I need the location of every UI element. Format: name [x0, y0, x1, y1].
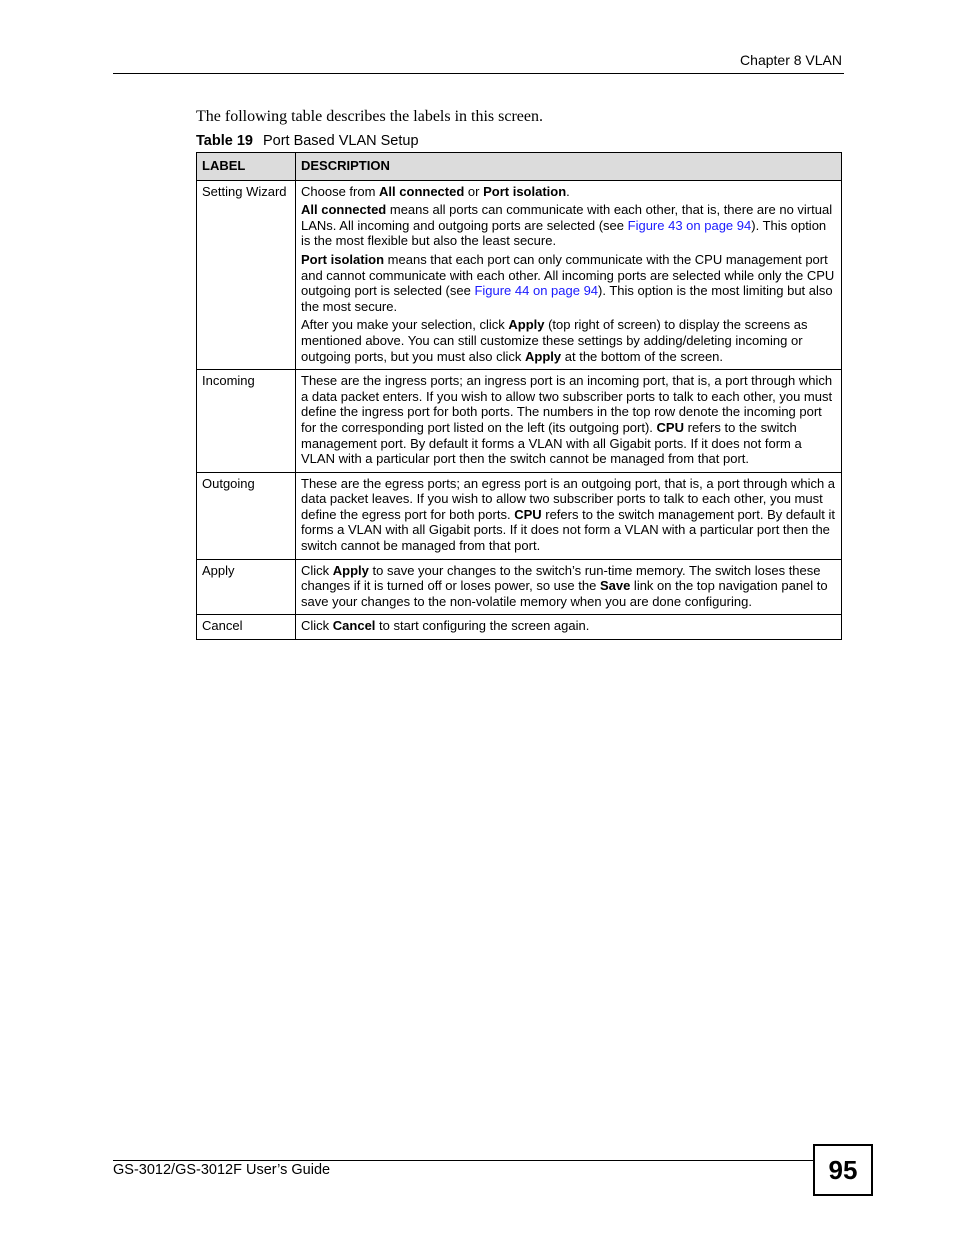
- table-row: [197, 370, 842, 473]
- text-run: at the bottom of the screen.: [561, 348, 724, 364]
- text-run: means that each port can only communicate with the CPU management port and cannot communicate with each other. All incoming ports are selected while only the CPU outgoing port is selected (see: [301, 251, 835, 299]
- table-number: Table 19: [196, 133, 253, 149]
- description-paragraph: [301, 184, 836, 200]
- row-description: [296, 559, 842, 615]
- row-label: Outgoing: [197, 472, 296, 559]
- header-label: LABEL: [197, 153, 296, 181]
- guide-title: GS-3012/GS-3012F User’s Guide: [113, 1162, 331, 1178]
- text-run: means all ports can communicate with each other, that is, there are no virtual LANs. All incoming and outgoing ports are selected (see: [301, 202, 833, 233]
- row-description: [296, 615, 842, 640]
- description-paragraph: [301, 618, 836, 634]
- bold-term: Port isolation: [301, 251, 385, 267]
- header-description: DESCRIPTION: [296, 153, 842, 181]
- intro-text: The following table describes the labels in this screen.: [196, 108, 544, 125]
- description-paragraph: [301, 317, 836, 364]
- text-run: These are the egress ports; an egress port is an outgoing port, that is, a port through which a data packet leaves. If you wish to allow two subscriber ports to talk to each other, you must define the egress port for both ports.: [301, 475, 836, 522]
- bold-term: All connected: [301, 202, 387, 218]
- label-description-table: [196, 152, 842, 640]
- cross-reference-link[interactable]: Figure 43 on page 94: [627, 217, 752, 233]
- row-label: Cancel: [197, 615, 296, 640]
- text-run: Click: [301, 562, 333, 578]
- text-run: link on the top navigation panel to save your changes to the non-volatile memory when you are done configuring.: [301, 578, 828, 609]
- header-divider: [113, 73, 844, 74]
- text-run: refers to the switch management port. By default it forms a VLAN with all Gigabit ports. If it does not form a VLAN with a particular port then the switch cannot be managed from that port.: [301, 419, 802, 467]
- table-row: [197, 180, 842, 370]
- table-title: Port Based VLAN Setup: [262, 133, 419, 149]
- bold-term: Apply: [508, 317, 545, 333]
- text-run: refers to the switch management port. By default it forms a VLAN with all Gigabit ports. If it does not form a VLAN with a particular port then the switch cannot be managed from that port.: [301, 506, 836, 554]
- text-run: These are the ingress ports; an ingress port is an incoming port, that is, a port through which a data packet enters. If you wish to allow two subscriber ports to talk to each other, you must define the ingress port for both ports. The numbers in the top row denote the incoming port for the corresponding port listed on the left (its outgoing port).: [301, 373, 833, 435]
- table-body: [197, 180, 842, 639]
- text-run: Click: [301, 618, 333, 634]
- bold-term: All connected: [379, 183, 465, 199]
- chapter-header: Chapter 8 VLAN: [740, 52, 842, 68]
- text-run: Choose from: [301, 183, 380, 199]
- row-label: Incoming: [197, 370, 296, 473]
- bold-term: CPU: [514, 506, 542, 522]
- footer-divider: [113, 1160, 813, 1161]
- bold-term: Save: [599, 578, 631, 594]
- cross-reference-link[interactable]: Figure 44 on page 94: [474, 283, 599, 299]
- description-paragraph: [301, 476, 836, 554]
- page-number: 95: [813, 1144, 873, 1196]
- description-paragraph: [301, 373, 836, 467]
- bold-term: CPU: [656, 419, 684, 435]
- description-paragraph: [301, 563, 836, 610]
- text-run: (top right of screen) to display the screens as mentioned above. You can still customize these settings by adding/deleting incoming or outgoing ports, but you must also click: [301, 317, 808, 364]
- row-description: [296, 370, 842, 473]
- text-run: to start configuring the screen again.: [375, 618, 590, 634]
- row-label: Apply: [197, 559, 296, 615]
- row-description: [296, 472, 842, 559]
- bold-term: Port isolation: [483, 183, 567, 199]
- table-row: [197, 472, 842, 559]
- text-run: or: [464, 183, 484, 199]
- table-header-row: [197, 153, 842, 181]
- description-paragraph: [301, 202, 836, 249]
- text-run: After you make your selection, click: [301, 317, 509, 333]
- row-label: Setting Wizard: [197, 180, 296, 370]
- bold-term: Apply: [525, 348, 562, 364]
- text-run: ). This option is the most limiting but also the most secure.: [301, 283, 833, 314]
- text-run: to save your changes to the switch’s run-time memory. The switch loses these changes if it is turned off or loses power, so use the: [301, 562, 821, 594]
- bold-term: Cancel: [332, 618, 376, 634]
- bold-term: Apply: [332, 562, 369, 578]
- table-caption: [196, 133, 419, 149]
- table-row: [197, 559, 842, 615]
- description-paragraph: [301, 252, 836, 314]
- text-run: ). This option is the most flexible but also the least secure.: [301, 217, 827, 249]
- row-description: [296, 180, 842, 370]
- text-run: .: [566, 183, 570, 199]
- table-row: [197, 615, 842, 640]
